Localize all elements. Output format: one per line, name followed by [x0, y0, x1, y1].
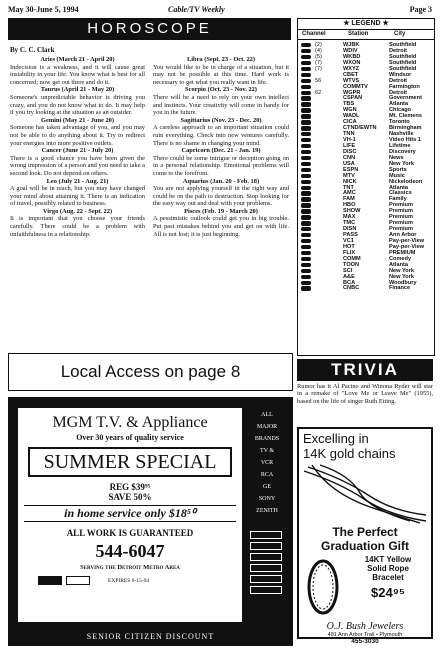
legend-station: SHOW — [343, 208, 361, 215]
legend-station: TMC — [343, 220, 356, 227]
legend-station: ESPN — [343, 166, 359, 173]
channel-chip-icon — [301, 96, 311, 100]
channel-chip-icon — [301, 150, 311, 154]
legend-city: Pay-per-View — [389, 237, 425, 244]
legend-city: Discovery — [389, 148, 416, 155]
channel-chip-icon — [301, 197, 311, 201]
jewelry-detail-1: 14KT Yellow — [364, 555, 412, 564]
channel-chip-icon — [301, 168, 311, 172]
mgm-brand-item: RCA — [260, 472, 274, 478]
horoscope-sign-heading: Capricorn (Dec. 21 - Jan. 19) — [181, 147, 261, 155]
trivia-title: TRIVIA — [297, 359, 433, 381]
horoscope-reading: Someone has taken advantage of you, and you may not be able to do anything about it. Try to redirect your energies into more positive outlets. — [10, 124, 145, 147]
channel-chip-icon — [301, 186, 311, 190]
mgm-advertisement — [8, 397, 293, 646]
mgm-ad-body — [18, 408, 242, 622]
legend-station: TNT — [343, 184, 354, 191]
mgm-guarantee: ALL WORK IS GUARANTEED — [66, 528, 194, 538]
horoscope-sign-heading: Aquarius (Jan. 20 - Feb. 18) — [182, 177, 260, 185]
channel-chip-icon — [301, 61, 311, 65]
channel-chip-icon — [301, 191, 311, 195]
legend-city: Chicago — [389, 107, 412, 114]
channel-chip-icon — [301, 239, 311, 243]
legend-city: Detroit — [389, 77, 408, 84]
mgm-brand-item: VCR — [260, 460, 274, 466]
channel-chip-icon — [301, 233, 311, 237]
legend-city: Toronto — [389, 119, 410, 126]
horoscope-sign-heading: Libra (Sept. 23 - Oct. 22) — [187, 56, 255, 63]
horoscope-title: HOROSCOPE — [8, 18, 291, 40]
horoscope-reading: You are not applying yourself in the right way and could be on the path to destruction. Stop looking for the easy way out and deal with your problems. — [153, 185, 289, 208]
horoscope-reading: A pessimistic outlook could get you in big trouble. Put past mistakes behind you and get on with life. All is not lost; it is just beginning. — [153, 215, 289, 238]
bracelet-icon — [303, 557, 343, 617]
mgm-brand-list — [244, 409, 290, 517]
horoscope-sign-heading: Virgo (Aug. 22 - Sept. 22) — [42, 207, 113, 215]
jewelry-phone: 455-3030 — [351, 638, 379, 645]
channel-chip-icon — [301, 49, 311, 53]
channel-chip-icon — [301, 203, 311, 207]
channel-chip-icon — [301, 174, 311, 178]
horoscope-sign-heading: Cancer (June 21 - July 20) — [41, 147, 114, 155]
horoscope-reading: Someone's unpredictable behavior is driving you crazy, and you do not know what to do. It may help if you try looking at the situation as an outsider. — [10, 93, 145, 117]
horoscope-sign-heading: Scorpio (Oct. 23 - Nov. 22) — [185, 86, 257, 94]
horoscope-reading: There will be a need to rely on your own intellect and instincts. Your creativity will come in handy for you in the future. — [153, 93, 289, 117]
jewelry-detail-2: Solid Rope — [367, 564, 409, 573]
channel-chip-icon — [301, 156, 311, 160]
legend-city: New York — [389, 273, 414, 280]
legend-city: Southfield — [389, 65, 417, 72]
legend-station: CNN — [343, 154, 356, 161]
legend-col-station: Station — [348, 31, 369, 37]
channel-chip-icon — [301, 67, 311, 71]
legend-station: HOT — [343, 243, 355, 250]
channel-chip-icon — [301, 281, 311, 285]
legend-channel: (7) — [315, 65, 322, 72]
mgm-brand-item: ZENITH — [256, 508, 278, 514]
legend-station: BCA — [343, 279, 356, 286]
local-access-notice: Local Access on page 8 — [8, 353, 293, 391]
horoscope-sign-heading: Leo (July 21 - Aug. 21) — [46, 177, 109, 185]
channel-chip-icon — [301, 120, 311, 124]
mgm-reg-price: REG $39⁹⁵ — [109, 482, 151, 492]
trivia-text: Rumor has it Al Pacino and Winona Ryder will star in a remake of "Love Me or Leave Me" (1955), based on the life of singer Ruth Etting. — [297, 383, 433, 405]
jewelry-perfect: The Perfect — [332, 525, 398, 539]
mgm-service-area: Serving the Detroit Metro Area — [80, 564, 180, 571]
legend-station: USA — [343, 160, 355, 167]
legend-city: Detroit — [389, 47, 408, 54]
horoscope-sign-heading: Taurus (April 21 - May 20) — [40, 86, 115, 94]
legend-title: ★ LEGEND ★ — [298, 19, 434, 30]
legend-station: COMMTV — [343, 83, 368, 90]
legend-station: MTV — [343, 172, 355, 179]
mgm-brand-item: BRANDS — [254, 436, 280, 442]
legend-station: WXON — [343, 59, 361, 66]
mgm-expires: EXPIRES 6-15-94 — [108, 578, 150, 584]
legend-station: CICA — [343, 119, 357, 126]
channel-chip-icon — [301, 138, 311, 142]
channel-chip-icon — [301, 275, 311, 279]
mgm-brand-item: MAJOR — [256, 424, 278, 430]
legend-station: FAM — [343, 196, 355, 203]
legend-station: SCI — [343, 267, 353, 274]
legend-station: NICK — [343, 178, 357, 185]
legend-city: Ann Arbor — [389, 232, 417, 238]
legend-station: DISC — [343, 148, 357, 155]
legend-city: Premium — [389, 208, 413, 215]
jewelry-headline-2: 14K gold chains — [303, 446, 396, 461]
legend-city: Southfield — [389, 59, 417, 66]
legend-channel: (5) — [315, 53, 322, 60]
mgm-phone: 544-6047 — [95, 541, 165, 561]
page-header — [8, 5, 432, 17]
channel-chip-icon — [301, 108, 311, 112]
legend-city: Government — [389, 95, 422, 102]
legend-city: Mt. Clemens — [389, 113, 422, 120]
channel-chip-icon — [301, 209, 311, 213]
channel-chip-icon — [301, 126, 311, 130]
mgm-brand-item: SONY — [258, 496, 276, 502]
channel-legend — [297, 18, 435, 356]
legend-station: HBO — [343, 202, 356, 209]
legend-city: Premium — [389, 226, 413, 233]
mgm-senior-discount: SENIOR CITIZEN DISCOUNT — [86, 632, 215, 641]
legend-station: WADL — [343, 113, 360, 120]
mgm-headline: SUMMER SPECIAL — [28, 447, 232, 477]
channel-chip-icon — [301, 227, 311, 231]
legend-channel: 62 — [315, 89, 322, 96]
legend-station: DISN — [343, 226, 357, 233]
legend-city: New York — [389, 267, 414, 274]
horoscope-reading: Indecision is a weakness, and it will cause great instability in your life. You know what is best for all concerned; now get out there and do it. — [10, 63, 145, 86]
card-logo-icon — [66, 576, 90, 585]
channel-chip-icon — [301, 257, 311, 261]
legend-station: MAX — [343, 214, 356, 221]
rope-chain-icon — [300, 463, 430, 525]
mgm-save: SAVE 50% — [108, 492, 152, 502]
legend-city: Premium — [389, 214, 413, 221]
horoscope-right-column — [153, 56, 289, 238]
legend-col-city: City — [394, 31, 406, 37]
legend-city: Atlanta — [389, 101, 408, 108]
legend-station: VH-1 — [343, 137, 356, 143]
legend-city: New York — [389, 160, 414, 167]
legend-row — [298, 285, 434, 291]
legend-city: Lifetime — [389, 142, 411, 149]
mgm-brand-item: GE — [263, 484, 271, 490]
legend-city: Video Hits 1 — [389, 137, 421, 143]
legend-station: WGPR — [343, 89, 361, 96]
legend-city: Sports — [389, 166, 407, 173]
horoscope-reading: It is important that you choose your friends carefully. There could be a problem with unfaithfulness in a relationship. — [10, 215, 145, 238]
jewelry-headline-1: Excelling in — [303, 431, 369, 446]
legend-city: Classics — [389, 190, 412, 197]
legend-station: TNN — [343, 131, 355, 138]
mgm-name: MGM T.V. & Appliance — [52, 414, 208, 431]
channel-chip-icon — [301, 73, 311, 77]
legend-station: TBS — [343, 101, 355, 108]
horoscope-sign-heading: Gemini (May 21 - June 20) — [41, 116, 114, 124]
channel-chip-icon — [301, 286, 311, 290]
legend-city: Farmington — [389, 83, 420, 90]
channel-chip-icon — [301, 91, 311, 95]
legend-station: WTVS — [343, 77, 360, 84]
legend-city: Atlanta — [389, 261, 408, 268]
legend-station: VC1 — [343, 237, 354, 244]
legend-station: CNBC — [343, 285, 360, 292]
channel-chip-icon — [301, 263, 311, 267]
legend-city: Woodbury — [389, 279, 417, 286]
horoscope-reading: A careless approach to an important situation could ruin everything. Check into new ventures carefully. There is no shame in changing your mind. — [153, 124, 289, 147]
channel-chip-icon — [301, 245, 311, 249]
horoscope-reading: There could be some intrigue or deception going on in a personal relationship. Emotional problems will come to the forefront. — [153, 154, 289, 177]
horoscope-reading: You would like to be in charge of a situation, but it may not be possible at this time. Hard work is necessary to get what you really want in life. — [153, 63, 289, 86]
legend-station: CSPAN — [343, 95, 363, 102]
mgm-expiry-row — [18, 576, 242, 586]
legend-station: WDIV — [343, 47, 358, 54]
legend-station: WXYZ — [343, 65, 360, 72]
legend-city: Family — [389, 196, 407, 203]
publication-name: Cable/TV Weekly — [168, 5, 225, 14]
legend-city: Music — [389, 172, 405, 179]
jewelry-store-name: O.J. Bush Jewelers — [326, 621, 404, 632]
channel-chip-icon — [301, 215, 311, 219]
legend-header — [298, 30, 434, 40]
legend-col-channel: Channel — [302, 31, 326, 37]
legend-city: PREMIUM — [389, 249, 416, 256]
jewelry-advertisement — [297, 427, 433, 645]
channel-chip-icon — [301, 162, 311, 166]
horoscope-sign-heading: Sagittarius (Nov. 23 - Dec. 20) — [180, 116, 262, 124]
channel-chip-icon — [301, 251, 311, 255]
channel-chip-icon — [301, 144, 311, 148]
horoscope-reading: A goal will be in reach, but you may have changed your mind about attaining it. There is an indication of travel, possibly related to business. — [10, 185, 145, 208]
legend-rows — [298, 40, 434, 291]
legend-station: COMM — [343, 255, 361, 262]
jewelry-gift: Graduation Gift — [321, 539, 409, 553]
legend-station: FLIX — [343, 249, 356, 256]
legend-station: CTND/EWTN — [343, 125, 377, 132]
legend-city: Comedy — [389, 255, 412, 262]
horoscope-left-column — [10, 56, 145, 238]
legend-station: A&E — [343, 273, 355, 280]
legend-station: LIFE — [343, 142, 356, 149]
channel-chip-icon — [301, 114, 311, 118]
legend-city: Southfield — [389, 42, 417, 48]
vcr-icon — [250, 531, 282, 594]
channel-chip-icon — [301, 269, 311, 273]
channel-chip-icon — [301, 221, 311, 225]
legend-station: WJBK — [343, 42, 360, 48]
legend-city: Windsor — [389, 71, 412, 78]
channel-chip-icon — [301, 79, 311, 83]
horoscope-sign-heading: Pisces (Feb. 19 - March 20) — [184, 207, 258, 215]
legend-city: Detroit — [389, 89, 408, 96]
channel-chip-icon — [301, 43, 311, 47]
jewelry-detail-block — [299, 553, 431, 625]
channel-chip-icon — [301, 132, 311, 136]
legend-city: Southfield — [389, 53, 417, 60]
legend-station: TOON — [343, 261, 360, 268]
legend-city: Premium — [389, 202, 413, 209]
legend-city: Nashville — [389, 131, 414, 138]
legend-city: Nickelodeon — [389, 178, 423, 185]
legend-channel: 56 — [315, 77, 322, 84]
legend-channel: (2) — [315, 42, 322, 48]
horoscope-sign-heading: Aries (March 21 - April 20) — [40, 56, 115, 63]
jewelry-detail-3: Bracelet — [372, 573, 404, 582]
legend-station: WKBD — [343, 53, 361, 60]
mgm-tagline: Over 30 years of quality service — [76, 433, 184, 442]
legend-city: Pay-per-View — [389, 243, 425, 250]
legend-city: Birmingham — [389, 125, 422, 132]
jewelry-address: 481 Ann Arbor Trail • Plymouth — [327, 632, 403, 638]
legend-city: Premium — [389, 220, 413, 227]
legend-channel: (7) — [315, 59, 322, 66]
mgm-brand-item: TV & — [259, 448, 275, 454]
legend-city: Atlanta — [389, 184, 408, 191]
mgm-service: in home service only $18⁵⁰ — [24, 505, 236, 522]
legend-city: News — [389, 154, 404, 161]
legend-station: PASS — [343, 232, 358, 238]
horoscope-byline: By C. C. Clark — [10, 46, 55, 54]
channel-chip-icon — [301, 55, 311, 59]
horoscope-reading: There is a good chance you have been given the wrong impression of a person and you need to take a second look. Do not depend on others. — [10, 154, 145, 177]
card-logo-icon — [38, 576, 62, 585]
channel-chip-icon — [301, 180, 311, 184]
page-number: Page 3 — [409, 5, 432, 14]
mgm-brand-item: ALL — [261, 412, 273, 418]
legend-station: CBET — [343, 71, 359, 78]
channel-chip-icon — [301, 102, 311, 106]
jewelry-price: $24⁹⁵ — [371, 585, 405, 600]
channel-chip-icon — [301, 85, 311, 89]
legend-channel: (4) — [315, 47, 322, 54]
legend-city: Finance — [389, 285, 411, 292]
legend-station: WGN — [343, 107, 357, 114]
legend-station: AMC — [343, 190, 356, 197]
issue-date: May 30-June 5, 1994 — [8, 5, 79, 14]
